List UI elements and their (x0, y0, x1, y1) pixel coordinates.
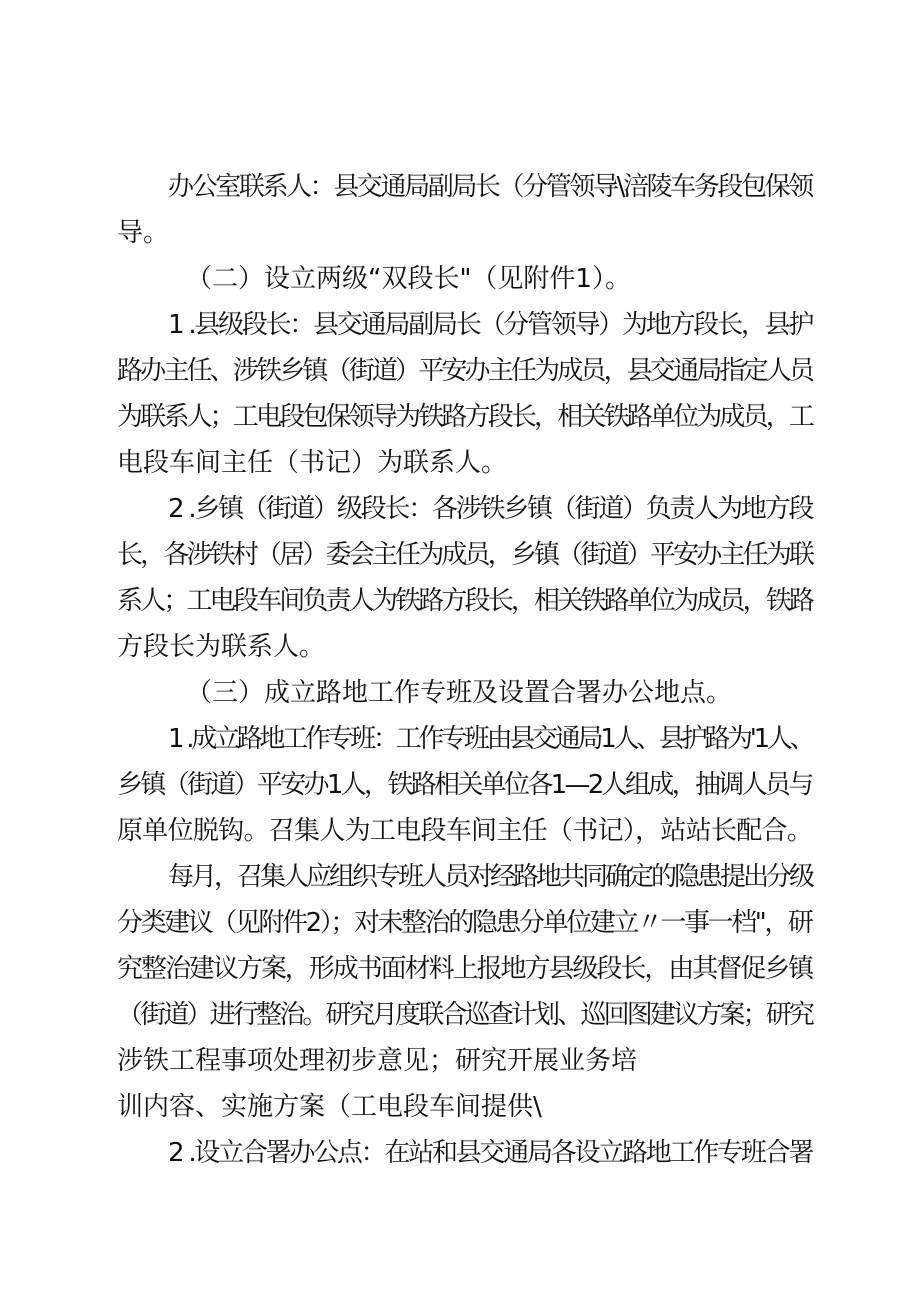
text-line-6: 为联系人；工电段包保领导为铁路方段长，相关铁路单位为成员，工 (117, 402, 813, 432)
text-line-19: （街道）进行整治。研究月度联合巡查计划、巡回图建议方案；研究 (117, 1000, 813, 1030)
text-line-14: 乡镇（街道）平安办1人，铁路相关单位各1—2人组成，抽调人员与 (117, 770, 812, 800)
text-line-10: 系人；工电段车间负责人为铁路方段长，相关铁路单位为成员，铁路 (117, 586, 813, 616)
text-line-17: 分类建议（见附件2）；对未整治的隐患分单位建立〃一事一档"，研 (117, 908, 812, 938)
text-line-20: 涉铁工程事项处理初步意见；研究开展业务培 (117, 1046, 638, 1076)
section-heading-2: （二）设立两级“双段长"（见附件1）。 (186, 264, 631, 294)
text-line-15: 原单位脱钩。召集人为工电段车间主任（书记），站站长配合。 (117, 816, 813, 846)
text-line-5: 路办主任、涉铁乡镇（街道）平安办主任为成员，县交通局指定人员 (117, 356, 813, 386)
text-line-22: 2 .设立合署办公点：在站和县交通局各设立路地工作专班合署 (168, 1138, 813, 1168)
section-heading-3: （三）成立路地工作专班及设置合署办公地点。 (186, 678, 733, 708)
text-line-4: 1 .县级段长：县交通局副局长（分管领导）为地方段长，县护 (168, 310, 813, 340)
text-line-21: 训内容、实施方案（工电段车间提供\ (117, 1092, 542, 1122)
text-line-7: 电段车间主任（书记）为联系人。 (117, 448, 508, 478)
text-line-18: 究整治建议方案，形成书面材料上报地方县级段长，由其督促乡镇 (117, 954, 813, 984)
text-line-1: 办公室联系人：县交通局副局长（分管领导\涪陵车务段包保领 (168, 172, 812, 202)
text-line-8: 2 .乡镇（街道）级段长：各涉铁乡镇（街道）负责人为地方段 (168, 494, 813, 524)
text-line-11: 方段长为联系人。 (117, 632, 326, 662)
text-line-13: 1 .成立路地工作专班：工作专班由县交通局1人、县护路为'1人、 (168, 724, 813, 754)
text-line-16: 每月，召集人应组织专班人员对经路地共同确定的隐患提出分级 (168, 862, 813, 892)
text-line-9: 长，各涉铁村（居）委会主任为成员，乡镇（街道）平安办主任为联 (117, 540, 813, 570)
text-line-2: 导。 (117, 218, 170, 248)
